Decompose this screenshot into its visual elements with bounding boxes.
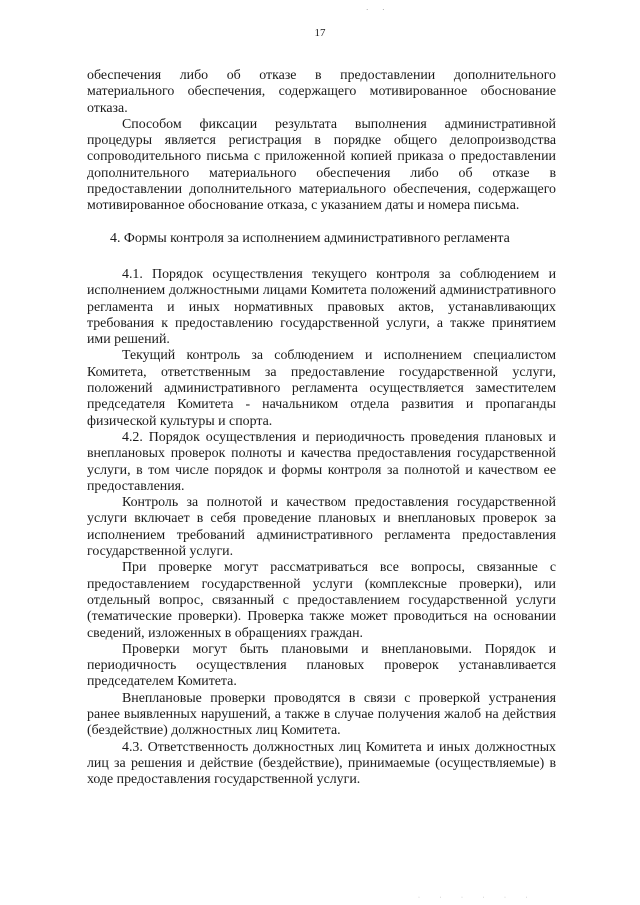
paragraph-6: Контроль за полнотой и качеством предоставления государственной услуги включает в себя проведение плановых и внеплановых проверок за исполнением требований административного регламента предоставления государственной услуги.	[87, 495, 556, 560]
section-heading: 4. Формы контроля за исполнением административного регламента	[110, 230, 510, 246]
paragraph-3: 4.1. Порядок осуществления текущего контроля за соблюдением и исполнением должностными лицами Комитета положений административного регламента и иных нормативных правовых актов, устанавливающих требования к предоставлению государственной услуги, а также принятием ими решений.	[87, 266, 556, 348]
paragraph-8: Проверки могут быть плановыми и внеплановыми. Порядок и периодичность осуществления плановых проверок устанавливается председателем Комитета.	[87, 641, 556, 690]
document-body	[87, 68, 556, 788]
scan-marks-top: · ·	[366, 6, 391, 14]
paragraph-2: Способом фиксации результата выполнения административной процедуры является регистрация в порядке общего делопроизводства сопроводительного письма с приложенной копией приказа о предоставлении дополнительного материального обеспечения либо об отказе в предоставлении дополнительного материального обеспечения, содержащего мотивированное обоснование отказа, с указанием даты и номера письма.	[87, 116, 556, 214]
paragraph-7: При проверке могут рассматриваться все вопросы, связанные с предоставлением государственной услуги (комплексные проверки), или отдельный вопрос, связанный с предоставлением государственной услуги (тематические проверки). Проверка также может проводиться на основании сведений, изложенных в обращениях граждан.	[87, 560, 556, 641]
paragraph-9: Внеплановые проверки проводятся в связи с проверкой устранения ранее выявленных нарушений, а также в случае получения жалоб на действия (бездействие) должностных лиц Комитета.	[87, 690, 556, 739]
paragraph-5: 4.2. Порядок осуществления и периодичность проведения плановых и внеплановых проверок полноты и качества предоставления государственной услуги, в том числе порядок и формы контроля за полнотой и качеством ее предоставления.	[87, 429, 556, 494]
scan-marks-bottom: · · · · · ·	[418, 895, 537, 901]
paragraph-1: обеспечения либо об отказе в предоставлении дополнительного материального обеспечения, содержащего мотивированное обоснование отказа.	[87, 68, 556, 116]
paragraph-10: 4.3. Ответственность должностных лиц Комитета и иных должностных лиц за решения и действие (бездействие), принимаемые (осуществляемые) в ходе предоставления государственной услуги.	[87, 739, 556, 788]
page-number: 17	[314, 27, 326, 39]
paragraph-4: Текущий контроль за соблюдением и исполнением специалистом Комитета, ответственным за предоставление государственной услуги, положений административного регламента осуществляется заместителем председателя Комитета - начальником отдела развития и пропаганды физической культуры и спорта.	[87, 348, 556, 429]
